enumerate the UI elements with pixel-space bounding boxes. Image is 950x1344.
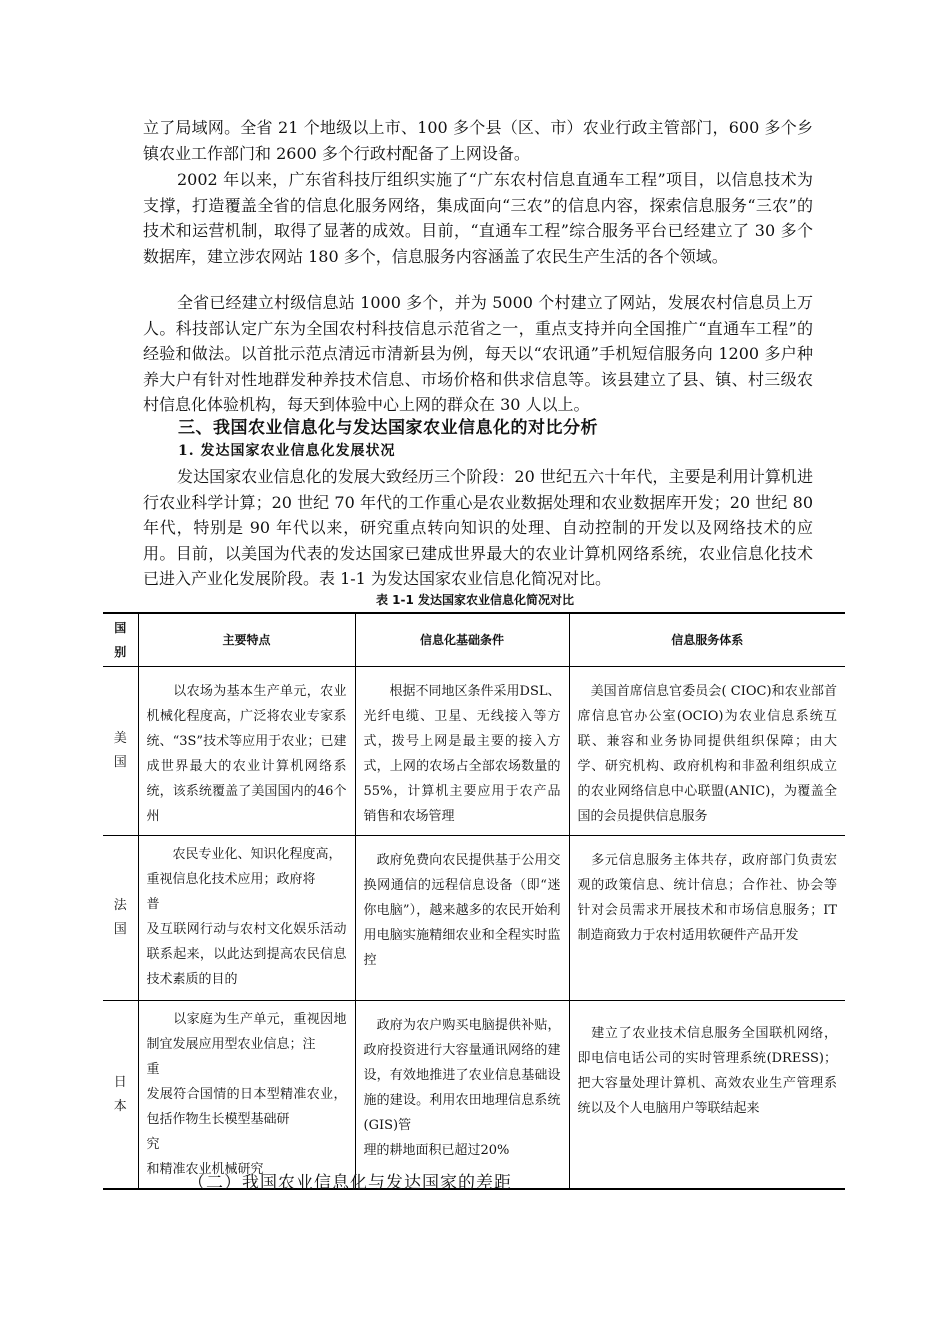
comparison-table — [103, 612, 845, 1190]
section-heading-comparison: 三、我国农业信息化与发达国家农业信息化的对比分析 — [178, 418, 598, 438]
table-row-usa — [103, 667, 845, 836]
header-country: 国别 — [103, 613, 138, 667]
cell-service: 建立了农业技术信息服务全国联机网络，即电信电话公司的实时管理系统(DRESS)；把大容量处理计算机、高效农业生产管理系统以及个人电脑用户等联结起来 — [569, 1001, 845, 1190]
table-header-row — [103, 613, 845, 667]
subsection-heading-gap: （二）我国农业信息化与发达国家的差距 — [188, 1173, 512, 1193]
table-caption: 表 1-1 发达国家农业信息化简况对比 — [375, 593, 575, 607]
cell-country: 法国 — [103, 836, 138, 1001]
paragraph-village-info-stations: 全省已经建立村级信息站 1000 多个，并为 5000 个村建立了网站，发展农村信息员上万人。科技部认定广东为全国农村科技信息示范省之一，重点支持并向全国推广“直通车工程”的经验和做法。以首批示范点清远市清新县为例，每天以“农讯通”手机短信服务向 1200 多户种养大户有针对性地群发种养技术信息、市场价格和供求信息等。该县建立了县、镇、村三级农村信息化体验机构，每天到体验中心上网的群众在 30 人以上。 — [143, 293, 813, 415]
table-row-japan — [103, 1001, 845, 1190]
cell-infrastructure: 政府免费向农民提供基于公用交换网通信的远程信息设备（即“迷你电脑”），越来越多的农民开始利用电脑实施精细农业和全程实时监控 — [355, 836, 569, 1001]
cell-country: 日本 — [103, 1001, 138, 1190]
cell-features: 以家庭为生产单元，重视因地制宜发展应用型农业信息；注 重 发展符合国情的日本型精准农业，包括作物生长模型基础研 究 和精准农业机械研究 — [138, 1001, 355, 1190]
header-infrastructure: 信息化基础条件 — [355, 613, 569, 667]
cell-infrastructure: 政府为农户购买电脑提供补贴，政府投资进行大容量通讯网络的建设，有效地推进了农业信息基础设施的建设。利用农田地理信息系统(GIS)管 理的耕地面积已超过20% — [355, 1001, 569, 1190]
cell-features: 以农场为基本生产单元，农业机械化程度高，广泛将农业专家系统、“3S”技术等应用于农业；已建成世界最大的农业计算机网络系统，该系统覆盖了美国国内的46个州 — [138, 667, 355, 836]
header-features: 主要特点 — [138, 613, 355, 667]
cell-country: 美国 — [113, 731, 127, 770]
cell-service: 多元信息服务主体共存，政府部门负责宏观的政策信息、统计信息；合作社、协会等针对会员需求开展技术和市场信息服务；IT制造商致力于农村适用软硬件产品开发 — [569, 836, 845, 1001]
paragraph-lan-equipment: 立了局域网。全省 21 个地级以上市、100 多个县（区、市）农业行政主管部门，600 多个乡镇农业工作部门和 2600 多个行政村配备了上网设备。 — [143, 118, 813, 163]
cell-features: 农民专业化、知识化程度高， 重视信息化技术应用；政府将 普 及互联网行动与农村文化娱乐活动联系起来，以此达到提高农民信息技术素质的目的 — [138, 836, 355, 1001]
header-service: 信息服务体系 — [569, 613, 845, 667]
paragraph-info-train-project: 2002 年以来，广东省科技厅组织实施了“广东农村信息直通车工程”项目，以信息技术为支撑，打造覆盖全省的信息化服务网络，集成面向“三农”的信息内容，探索信息服务“三农”的技术和运营机制，取得了显著的成效。目前，“直通车工程”综合服务平台已经建立了 30 多个数据库，建立涉农网站 180 多个，信息服务内容涵盖了农民生产生活的各个领域。 — [143, 170, 813, 266]
cell-service: 美国首席信息官委员会( CIOC)和农业部首席信息官办公室(OCIO)为农业信息系统互联、兼容和业务协同提供组织保障；由大学、研究机构、政府机构和非盈利组织成立的农业网络信息中心联盟(ANIC)，为覆盖全国的会员提供信息服务 — [569, 667, 845, 836]
paragraph-development-stages: 发达国家农业信息化的发展大致经历三个阶段：20 世纪五六十年代，主要是利用计算机进行农业科学计算；20 世纪 70 年代的工作重心是农业数据处理和农业数据库开发；20 世纪 80 年代，特别是 90 年代以来，研究重点转向知识的处理、自动控制的开发以及网络技术的应用。目前，以美国为代表的发达国家已建成世界最大的农业计算机网络系统，农业信息化技术已进入产业化发展阶段。表 1-1 为发达国家农业信息化简况对比。 — [143, 467, 813, 589]
subsection-heading-developed-countries: 1. 发达国家农业信息化发展状况 — [178, 443, 396, 459]
table-row-france — [103, 836, 845, 1001]
cell-infrastructure: 根据不同地区条件采用DSL、光纤电缆、卫星、无线接入等方式，拨号上网是最主要的接入方式，上网的农场占全部农场数量的55%，计算机主要应用于农产品销售和农场管理 — [355, 667, 569, 836]
